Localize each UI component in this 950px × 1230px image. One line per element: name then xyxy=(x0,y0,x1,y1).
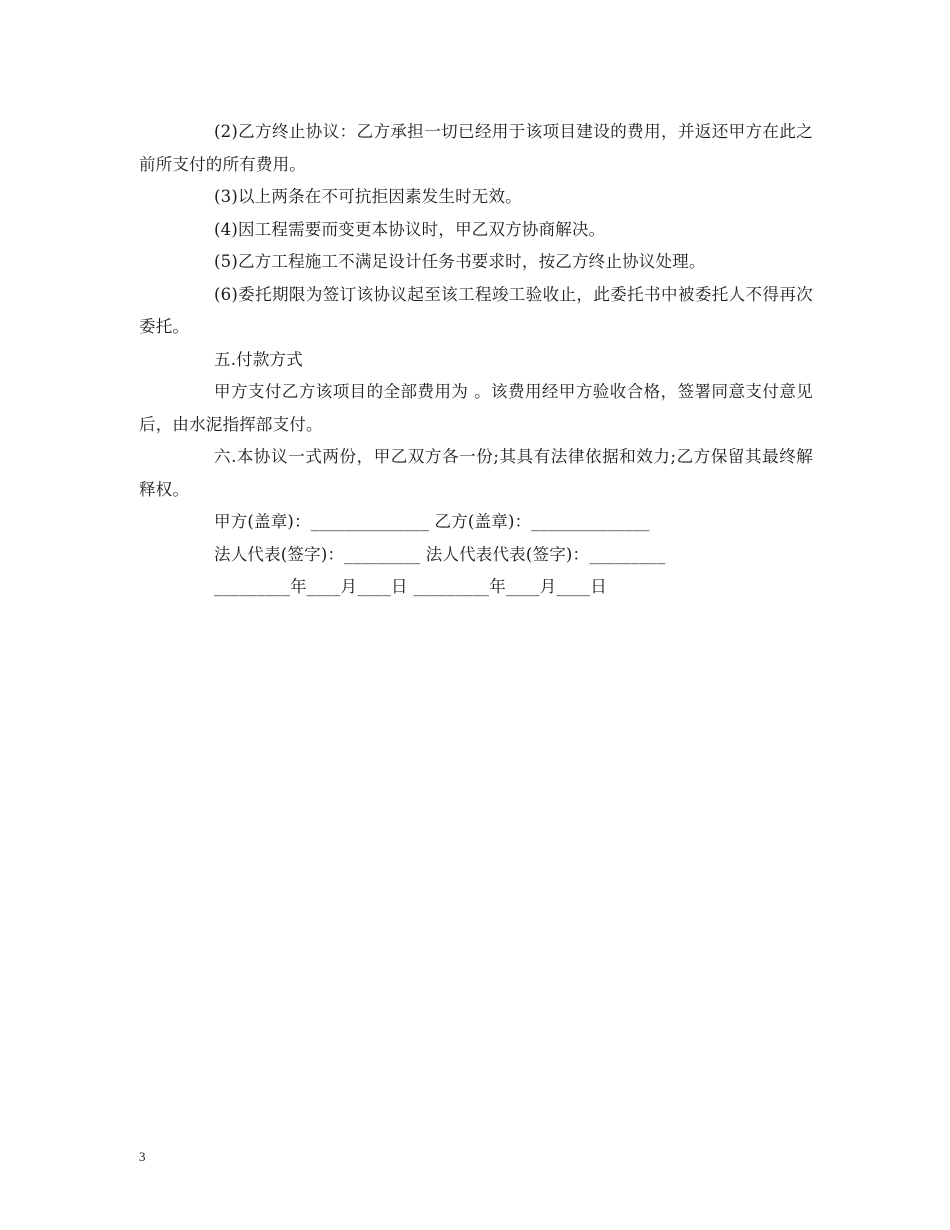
signature-representative-line: 法人代表(签字)：_________ 法人代表代表(签字)：_________ xyxy=(214,544,666,564)
clause-4-change: (4)因工程需要而变更本协议时，甲乙双方协商解决。 xyxy=(214,219,606,239)
section-six-paragraph: 六.本协议一式两份，甲乙双方各一份;其具有法律依据和效力;乙方保留其最终解释权。 xyxy=(139,447,813,499)
document-body xyxy=(139,116,813,604)
page-number: 3 xyxy=(139,1149,146,1164)
clause-6-term: (6)委托期限为签订该协议起至该工程竣工验收止，此委托书中被委托人不得再次委托。 xyxy=(139,284,813,336)
signature-seal-line: 甲方(盖章)：______________ 乙方(盖章)：______________ xyxy=(214,512,650,531)
clause-2-terminate: (2)乙方终止协议：乙方承担一切已经用于该项目建设的费用，并返还甲方在此之前所支付的所有费用。 xyxy=(139,122,813,174)
payment-paragraph: 甲方支付乙方该项目的全部费用为 。该费用经甲方验收合格，签署同意支付意见后，由水泥指挥部支付。 xyxy=(139,382,813,434)
clause-5-noncompliance: (5)乙方工程施工不满足设计任务书要求时，按乙方终止协议处理。 xyxy=(214,252,706,271)
signature-date-line: _________年____月____日 _________年____月____日 xyxy=(214,577,607,596)
section-heading-payment: 五.付款方式 xyxy=(214,349,303,369)
clause-3-force-majeure: (3)以上两条在不可抗拒因素发生时无效。 xyxy=(214,187,522,206)
